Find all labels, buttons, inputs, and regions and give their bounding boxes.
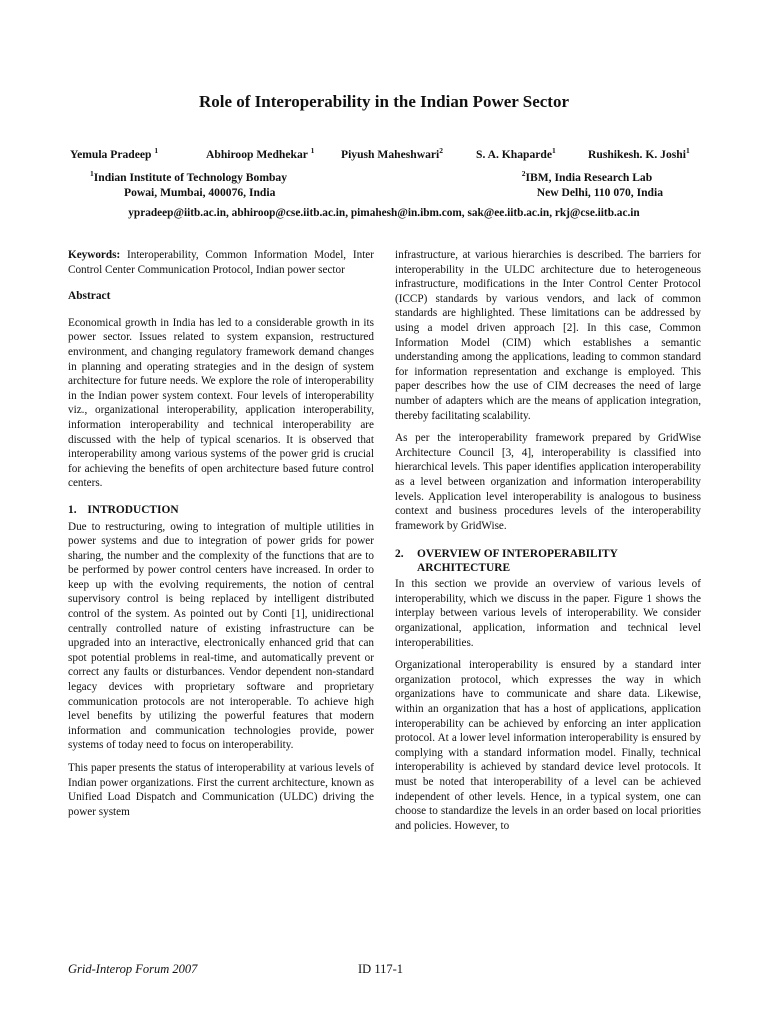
affiliation-2	[522, 166, 663, 200]
overview-paragraph-2: Organizational interoperability is ensured by a standard inter organization protocol, which expresses the way in which organizations have to communicate and share data. Likewise, within an organization that has a host of applications, application interoperability can be achieved by enforcing an inter application protocol. At a lower level information interoperability is ensured by complying with a standard information model. Finally, technical interoperability is achieved by standard device level protocols. It must be noted that interoperability of a level can be achieved independent of other levels. Hence, in a typical system, one can choose to standardize the levels in an order based on local priorities and policies. However, to	[395, 659, 701, 832]
author-name: Abhiroop Medhekar	[206, 147, 308, 161]
section-1-heading	[68, 503, 374, 518]
author-affiliation-mark: 1	[552, 146, 556, 155]
abstract-text: Economical growth in India has led to a considerable growth in its power sector. Issues related to system expansion, restructured environment, and changing regulatory framework demand changes in planning and operating strategies and in the design of system architecture for future needs. We explore the role of interoperability in the Indian power system context. Four levels of interoperability viz., organizational interoperability, application interoperability, information interoperability and technical interoperability are discussed with the help of typical scenarios. It is observed that interoperability among various systems of the power grid is crucial for achieving the benefits of open architecture based future control centers.	[68, 316, 374, 490]
author-4	[476, 146, 556, 161]
author-1	[70, 146, 158, 161]
affiliation-address: Powai, Mumbai, 400076, India	[124, 185, 276, 199]
intro-paragraph-2: This paper presents the status of interoperability at various levels of Indian power organizations. First the current architecture, known as Unified Load Dispatch and Communication (ULDC) driving the power system	[68, 762, 374, 818]
author-2	[206, 146, 314, 161]
affiliation-institution: Indian Institute of Technology Bombay	[93, 170, 288, 184]
author-emails: ypradeep@iitb.ac.in, abhiroop@cse.iitb.ac.in, pimahesh@in.ibm.com, sak@ee.iitb.ac.in, rkj@cse.iitb.ac.in	[128, 207, 640, 219]
author-affiliation-mark: 1	[685, 146, 690, 155]
section-2-title-line-1: OVERVIEW OF INTEROPERABILITY	[417, 548, 618, 561]
author-name: S. A. Khaparde	[476, 147, 553, 161]
author-3	[341, 146, 443, 161]
section-2-heading	[395, 547, 701, 575]
section-1-number: 1.	[68, 503, 77, 516]
footer-page-id: ID 117-1	[358, 962, 404, 976]
author-name: Piyush Maheshwari	[341, 147, 440, 161]
author-name: Rushikesh. K. Joshi	[588, 147, 686, 161]
author-5	[588, 146, 690, 161]
left-column	[68, 248, 374, 827]
author-affiliation-mark: 2	[439, 146, 443, 155]
keywords-paragraph	[68, 248, 374, 277]
keywords-label: Keywords:	[68, 249, 121, 261]
section-2-number: 2.	[395, 548, 404, 561]
affiliation-mark: 2	[521, 169, 526, 178]
affiliation-address: New Delhi, 110 070, India	[536, 185, 663, 199]
section-2-title-line-2: ARCHITECTURE	[417, 562, 511, 575]
author-name: Yemula Pradeep	[70, 147, 152, 161]
author-affiliation-mark: 1	[310, 146, 315, 155]
keywords-text: Interoperability, Common Information Model, Inter Control Center Communication Protocol, Indian power sector	[68, 249, 374, 276]
footer-venue: Grid-Interop Forum 2007	[68, 962, 198, 976]
affiliation-institution: IBM, India Research Lab	[525, 170, 653, 184]
author-affiliation-mark: 1	[154, 146, 159, 155]
intro-paragraph-3: infrastructure, at various hierarchies is described. The barriers for interoperability in the ULDC architecture due to heterogeneous infrastructure, modifications in the Inter Control Center Protocol (ICCP) standards by various vendors, and lack of common standards are highlighted. These limitations can be addressed by using a model driven approach [2]. In this case, Common Information Model (CIM) which establishes a semantic understanding among the applications, leading to common standard for information representation and exchange is employed. This paper describes how the use of CIM decreases the need of large number of adapters which are the means of application integration, thereby facilitating scalability.	[395, 249, 701, 422]
intro-paragraph-1: Due to restructuring, owing to integration of multiple utilities in power systems and due to integration of power grids for power sharing, the number and the complexity of the functions that are to be performed by power control centers have increased. In order to keep up with the evolving requirements, the notion of central supervisory control is being replaced by intelligent distributed control of the system. As pointed out by Conti [1], unidirectional centrally controlled nature of existing infrastructure can be upgraded into an interactive, electronically enhanced grid that can spot potential problems in real-time, and automatically prevent or correct any faults or disturbances. Vendor dependent non-standard legacy devices with proprietary software and proprietary communication protocols are not interoperable. To achieve high level benefits by utilizing the powerful features that modern information and communication technologies provide, power systems of today need to focus on interoperability.	[68, 520, 374, 752]
affiliation-1	[90, 166, 287, 200]
abstract-heading: Abstract	[68, 290, 111, 303]
affiliation-mark: 1	[90, 169, 94, 178]
right-column	[395, 248, 701, 841]
section-1-title: INTRODUCTION	[87, 503, 179, 516]
paper-title: Role of Interoperability in the Indian Power Sector	[198, 92, 570, 111]
overview-paragraph-1: In this section we provide an overview of various levels of interoperability, which we discuss in the paper. Figure 1 shows the interplay between various levels of interoperability. We consider organizational, application, information and technical level interoperabilities.	[395, 578, 701, 649]
intro-paragraph-4: As per the interoperability framework prepared by GridWise Architecture Council [3, 4], interoperability is classified into hierarchical levels. This paper identifies application interoperability as a level between organization and information interoperability levels. Application level interoperability is analogous to business context and business procedures levels of the interoperability framework by GridWise.	[395, 432, 701, 532]
